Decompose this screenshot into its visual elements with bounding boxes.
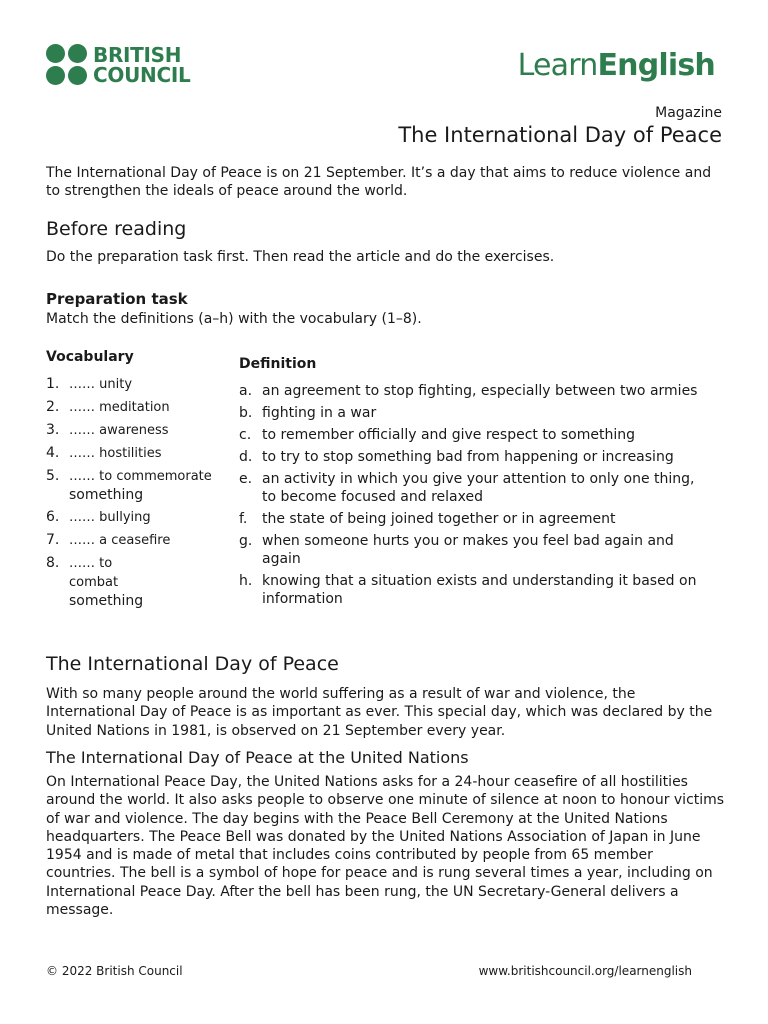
learnenglish-logo: LearnEnglish [517,48,715,83]
definition-item-d: d. to try to stop something bad from happening or increasing [239,449,674,465]
definition-item-h: h. knowing that a situation exists and understanding it based on information [239,573,697,607]
vocab-item-1: 1. …… unity [46,376,133,392]
bc-logo-line1: BRITISH [93,42,182,67]
article-paragraph-2: On International Peace Day, the United Nations asks for a 24-hour ceasefire of all hostilities around the world. It also asks people to observe one minute of silence at noon to honour victims of war and violence. The day begins with the Peace Bell Ceremony at the United Nations headquarters. The Peace Bell was donated by the United Nations Association of Japan in June 1954 and is made of metal that includes coins contributed by people from 65 member countries. The bell is a symbol of hope for peace and is rung several times a year, including on International Peace Day. After the bell has been rung, the UN Secretary-General delivers a message. [46,774,725,919]
definition-heading: Definition [239,356,317,372]
vocab-item-4: 4. …… hostilities [46,445,162,461]
definition-item-b: b. fighting in a war [239,405,377,421]
vocabulary-heading: Vocabulary [46,349,134,365]
article-paragraph-1: With so many people around the world suffering as a result of war and violence, the International Day of Peace is as important as ever. This special day, which was declared by the United Nations in 1981, is observed on 21 September every year. [46,686,713,739]
bc-logo-line2: COUNCIL [93,62,191,87]
before-reading-text: Do the preparation task first. Then read the article and do the exercises. [46,249,555,265]
vocabulary-list [46,375,226,610]
vocab-item-3: 3. …… awareness [46,422,169,438]
intro-paragraph: The International Day of Peace is on 21 September. It’s a day that aims to reduce violence and to strengthen the ideals of peace around the world. [46,165,712,200]
footer-url[interactable]: www.britishcouncil.org/learnenglish [478,964,692,978]
definition-item-c: c. to remember officially and give respect to something [239,427,635,443]
footer-copyright: © 2022 British Council [46,964,183,978]
british-council-logo [46,44,190,85]
vocab-item-7: 7. …… a ceasefire [46,532,171,548]
definition-item-a: a. an agreement to stop fighting, especially between two armies [239,383,698,399]
definition-item-g: g. when someone hurts you or makes you feel bad again and again [239,533,674,567]
definition-list [239,382,699,608]
before-reading-heading: Before reading [46,218,187,240]
article-heading: The International Day of Peace [46,653,339,675]
article-subheading: The International Day of Peace at the United Nations [46,748,469,767]
preparation-task-text: Match the definitions (a–h) with the vocabulary (1–8). [46,311,422,327]
definition-item-e: e. an activity in which you give your attention to only one thing, to become focused and relaxed [239,471,695,505]
vocab-item-6: 6. …… bullying [46,509,151,525]
vocab-item-5: 5. …… to commemorate something [46,468,212,503]
preparation-task-heading: Preparation task [46,290,188,308]
british-council-dots-icon [46,44,87,85]
definition-item-f: f. the state of being joined together or in agreement [239,511,616,527]
magazine-label: Magazine [655,105,722,121]
vocab-item-8: 8. …… to combat something [46,555,144,609]
page-title: The International Day of Peace [398,123,722,147]
vocab-item-2: 2. …… meditation [46,399,170,415]
